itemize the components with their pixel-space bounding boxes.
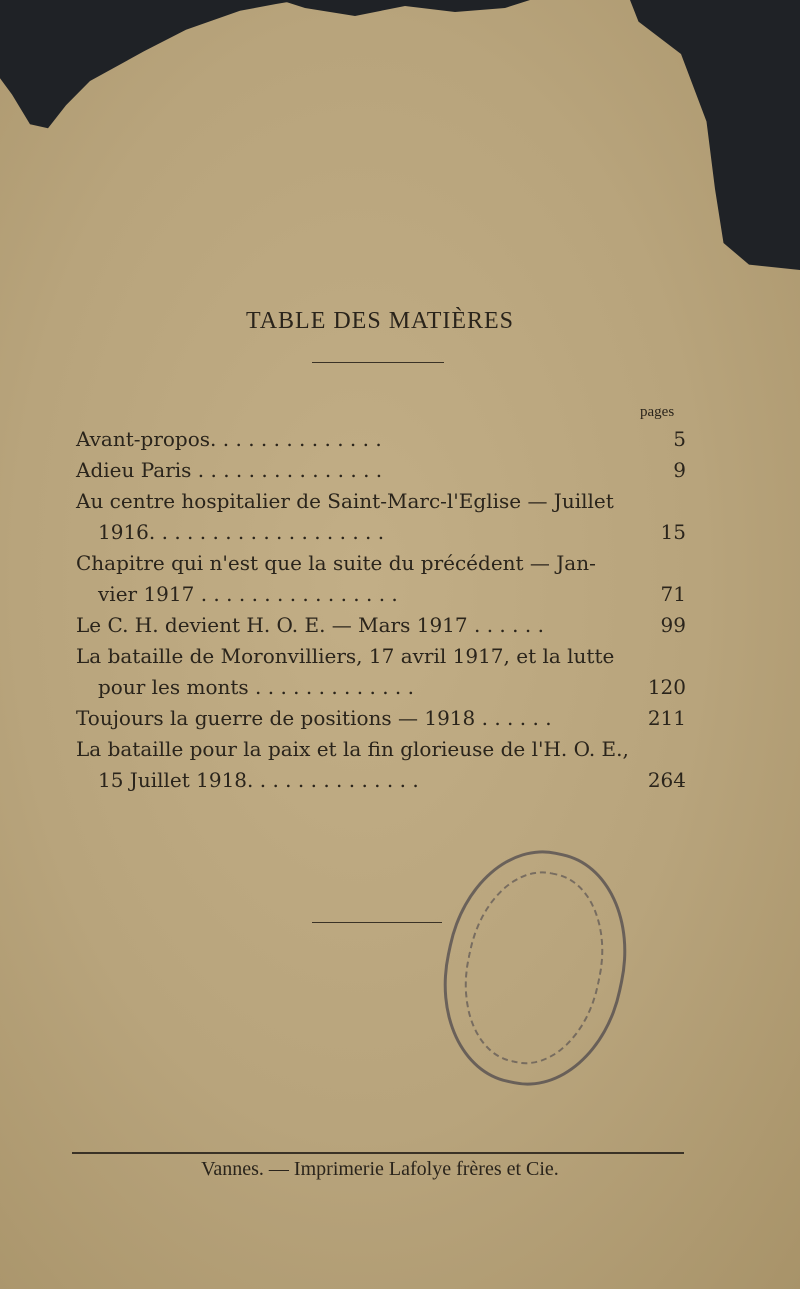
toc-page-number: 71 — [660, 582, 686, 606]
title-divider — [312, 362, 444, 363]
pages-column-label: pages — [640, 404, 675, 420]
toc-entry-title: vier 1917 . . . . . . . . . . . . . . . . — [98, 582, 398, 606]
end-divider — [312, 922, 442, 923]
toc-entry-title: Au centre hospitalier de Saint-Marc-l'Eglise — Juillet — [76, 489, 614, 513]
toc-entry-title: Chapitre qui n'est que la suite du précédent — Jan- — [76, 551, 596, 575]
page-title: TABLE DES MATIÈRES — [245, 308, 515, 334]
toc-entry — [76, 548, 686, 579]
toc-page-number: 264 — [647, 768, 686, 792]
toc-entry — [76, 424, 686, 455]
printer-imprint: Vannes. — Imprimerie Lafolye frères et Cie. — [201, 1158, 559, 1180]
toc-entry-title: Toujours la guerre de positions — 1918 . . . . . . — [76, 706, 552, 730]
toc-page-number: 15 — [660, 520, 686, 544]
torn-edge-top — [280, 0, 530, 20]
toc-page-number: 120 — [647, 675, 686, 699]
toc-entry-title: La bataille de Moronvilliers, 17 avril 1917, et la lutte — [76, 644, 615, 668]
toc-entry-continuation — [76, 672, 686, 703]
toc-entry-title: Le C. H. devient H. O. E. — Mars 1917 . . . . . . — [76, 613, 544, 637]
stamp-inner-ring — [448, 859, 619, 1077]
toc-entry-title: 15 Juillet 1918. . . . . . . . . . . . . . — [98, 768, 419, 792]
toc-entry-title: Avant-propos. . . . . . . . . . . . . . — [76, 427, 382, 451]
toc-page-number: 9 — [673, 458, 686, 482]
toc-page-number: 211 — [647, 706, 686, 730]
toc-entry-title: 1916. . . . . . . . . . . . . . . . . . . — [98, 520, 385, 544]
table-of-contents — [76, 424, 686, 796]
toc-entry — [76, 455, 686, 486]
toc-entry — [76, 703, 686, 734]
toc-entry-continuation — [76, 517, 686, 548]
toc-entry-title: La bataille pour la paix et la fin glorieuse de l'H. O. E., — [76, 737, 629, 761]
library-stamp-icon — [423, 834, 646, 1102]
torn-corner-right — [630, 0, 800, 270]
toc-entry — [76, 610, 686, 641]
toc-page-number: 99 — [660, 613, 686, 637]
toc-entry-continuation — [76, 765, 686, 796]
torn-corner-left — [0, 0, 300, 135]
toc-page-number: 5 — [673, 427, 686, 451]
footer-divider — [72, 1152, 684, 1154]
toc-entry — [76, 641, 686, 672]
toc-entry-title: pour les monts . . . . . . . . . . . . . — [98, 675, 414, 699]
toc-entry — [76, 486, 686, 517]
toc-entry — [76, 734, 686, 765]
toc-entry-continuation — [76, 579, 686, 610]
toc-entry-title: Adieu Paris . . . . . . . . . . . . . . . — [76, 458, 383, 482]
